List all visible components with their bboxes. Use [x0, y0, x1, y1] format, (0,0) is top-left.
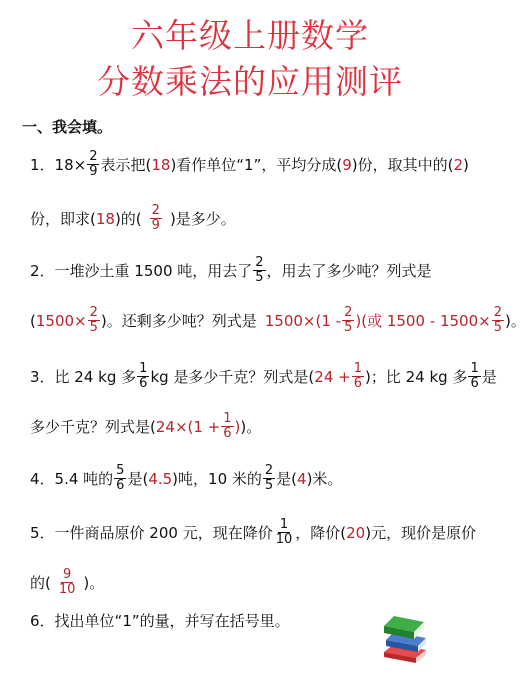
q2-text-d: )。还剩多少吨？列式是	[100, 311, 257, 330]
q5-text-a: 5．一件商品原价 200 元，现在降价	[30, 523, 273, 542]
q1-text-f: 份，即求(	[30, 209, 96, 228]
q1-fraction-1: $\frac{2}{9}$	[89, 149, 98, 179]
question-1-line-2	[30, 204, 236, 233]
q6-text: 6．找出单位“1”的量，并写在括号里。	[30, 612, 290, 630]
q2-answer-2: 1500×(1 -	[264, 311, 342, 330]
q4-answer-1: 4.5	[148, 469, 173, 488]
q1-answer-2: 9	[342, 155, 352, 174]
q1-text-a: 1．18×	[30, 155, 87, 174]
q2-text-a: 2．一堆沙土重 1500 吨，用去了	[30, 261, 253, 280]
q3-text-f: )。	[240, 417, 262, 436]
question-1-line-1	[30, 150, 469, 179]
q4-text-a: 4．5.4 吨的	[30, 469, 114, 488]
q1-text-h: )是多少。	[169, 209, 236, 228]
q4-text-b: 是(	[127, 469, 149, 488]
q2-fraction-3: $\frac{2}{5}$	[344, 305, 353, 335]
q3-fraction-2: $\frac{1}{6}$	[353, 361, 362, 391]
q4-text-d: 是(	[276, 469, 298, 488]
q3-fraction-4: $\frac{1}{6}$	[223, 411, 232, 441]
q3-fraction-1: $\frac{1}{6}$	[139, 361, 148, 391]
page-title-line2: 分数乘法的应用测评	[97, 62, 403, 101]
question-3-line-2	[30, 412, 261, 441]
question-2-line-2	[30, 306, 526, 335]
q3-text-e: 多少千克？列式是(	[30, 417, 156, 436]
q5-text-b: ，降价(	[295, 523, 347, 542]
question-4	[30, 464, 342, 493]
q2-fraction-4: $\frac{2}{5}$	[493, 305, 502, 335]
q1-text-c: )看作单位“1”，平均分成(	[170, 155, 343, 174]
q3-text-a: 3．比 24 kg 多	[30, 367, 137, 386]
q3-text-c: )；比 24 kg 多	[365, 367, 468, 386]
q5-answer-1: 20	[346, 523, 366, 542]
q2-fraction-2: $\frac{2}{5}$	[89, 305, 98, 335]
q4-text-c: )吨，10 米的	[172, 469, 262, 488]
q4-answer-2: 4	[297, 469, 307, 488]
q4-text-e: )米。	[306, 469, 343, 488]
question-5-line-1	[30, 518, 476, 547]
q1-answer-3: 2	[453, 155, 464, 174]
q4-fraction-2: $\frac{2}{5}$	[264, 463, 274, 493]
q3-text-d: 是	[481, 367, 497, 386]
q2-text-e: )。	[504, 311, 526, 330]
q1-answer-4: 18	[95, 209, 115, 228]
q2-fraction-1: $\frac{2}{5}$	[255, 255, 264, 285]
question-5-line-2	[30, 568, 104, 597]
q5-fraction-1: $\frac{1}{10}$	[275, 517, 293, 547]
section-heading: 一、我会填。	[22, 118, 113, 136]
page-title-line1: 六年级上册数学	[131, 16, 369, 55]
q1-answer-1: 18	[151, 155, 171, 174]
q3-fraction-3: $\frac{1}{6}$	[470, 361, 479, 391]
q3-text-b: kg 是多少千克？列式是(	[150, 367, 315, 386]
q2-answer-1: 1500×	[35, 311, 87, 330]
question-6	[30, 610, 290, 632]
q5-fraction-answer: $\frac{9}{10}$	[58, 567, 76, 597]
q1-fraction-answer: $\frac{2}{9}$	[151, 203, 160, 233]
q1-text-g: )的(	[114, 209, 142, 228]
q4-fraction-1: $\frac{5}{6}$	[116, 463, 125, 493]
question-2-line-1	[30, 256, 432, 285]
q1-text-b: 表示把(	[100, 155, 152, 174]
q5-text-e: )。	[83, 573, 105, 592]
q2-text-b: ，用去了多少吨？列式是	[266, 261, 432, 280]
q3-answer-3: )	[234, 417, 241, 436]
q1-text-d: )份，取其中的(	[351, 155, 454, 174]
q3-answer-2: 24×(1 +	[155, 417, 221, 436]
q1-text-e: )	[463, 155, 469, 174]
question-3-line-1	[30, 362, 497, 391]
q3-answer-1: 24 +	[314, 367, 351, 386]
q2-text-c: (	[30, 311, 36, 330]
q5-text-d: 的(	[30, 573, 51, 592]
q2-answer-3: )(或 1500 - 1500×	[355, 311, 491, 330]
books-icon	[380, 610, 430, 665]
q5-text-c: )元，现价是原价	[365, 523, 477, 542]
